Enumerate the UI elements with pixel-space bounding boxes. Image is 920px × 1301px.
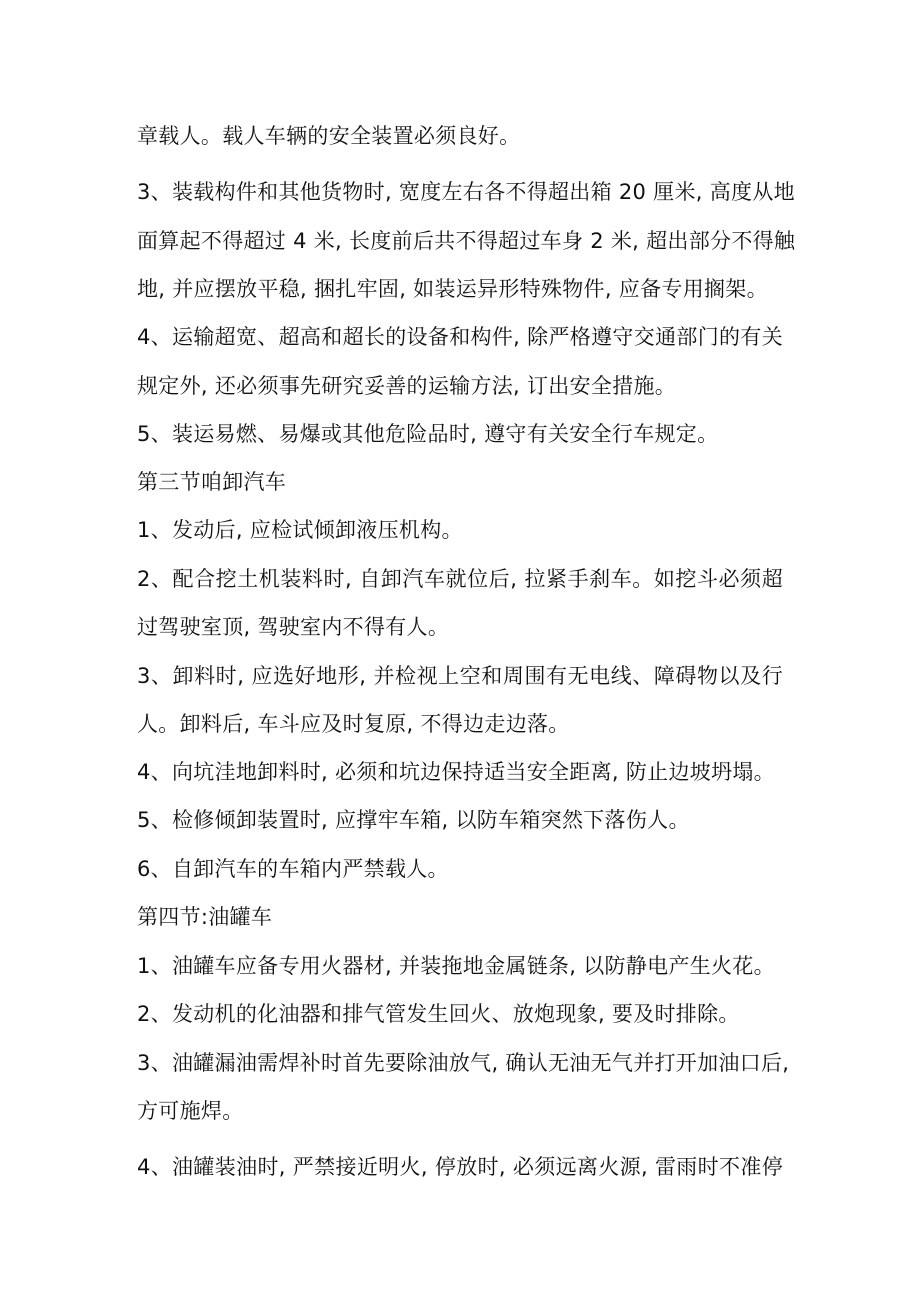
text-line-section4-item-4-part-1: 4、油罐装油时, 严禁接近明火, 停放时, 必须远离火源, 雷雨时不准停: [137, 1155, 783, 1179]
text-line-section4-item-3-part-2: 方可施焊。: [137, 1099, 244, 1123]
text-line-section3-item-3-part-2: 人。卸料后, 车斗应及时复原, 不得边走边落。: [137, 712, 570, 736]
text-line-section4-item-3-part-1: 3、油罐漏油需焊补时首先要除油放气, 确认无油无气并打开加油口后,: [137, 1051, 790, 1075]
text-line-section3-item-5: 5、检修倾卸装置时, 应撑牢车箱, 以防车箱突然下落伤人。: [137, 808, 690, 832]
text-line-section3-item-2-part-1: 2、配合挖土机装料时, 自卸汽车就位后, 拉紧手刹车。如挖斗必须超: [137, 567, 783, 591]
text-line-item-3-part-2: 面算起不得超过 4 米, 长度前后共不得超过车身 2 米, 超出部分不得触: [137, 229, 796, 253]
section-heading-three: 第三节咱卸汽车: [137, 470, 287, 494]
text-line-item-3-part-1: 3、装载构件和其他货物时, 宽度左右各不得超出箱 20 厘米, 高度从地: [137, 180, 795, 204]
text-line-item-5: 5、装运易燃、易爆或其他危险品时, 遵守有关安全行车规定。: [137, 422, 719, 446]
section-heading-four: 第四节:油罐车: [137, 905, 273, 929]
text-line-item-4-part-1: 4、运输超宽、超高和超长的设备和构件, 除严格遵守交通部门的有关: [137, 325, 783, 349]
text-line-item-3-part-3: 地, 并应摆放平稳, 捆扎牢固, 如装运异形特殊物件, 应备专用搁架。: [137, 277, 768, 301]
text-line-section3-item-6: 6、自卸汽车的车箱内严禁载人。: [137, 857, 449, 881]
text-line-item-4-part-2: 规定外, 还必须事先研究妥善的运输方法, 订出安全措施。: [137, 374, 677, 398]
text-line-continuation: 章载人。载人车辆的安全装置必须良好。: [137, 124, 521, 148]
text-line-section3-item-4: 4、向坑洼地卸料时, 必须和坑边保持适当安全距离, 防止边坡坍塌。: [137, 760, 775, 784]
text-line-section4-item-1: 1、油罐车应备专用火器材, 并装拖地金属链条, 以防静电产生火花。: [137, 954, 775, 978]
text-line-section3-item-2-part-2: 过驾驶室顶, 驾驶室内不得有人。: [137, 615, 450, 639]
text-line-section3-item-1: 1、发动后, 应检试倾卸液压机构。: [137, 518, 463, 542]
text-line-section3-item-3-part-1: 3、卸料时, 应选好地形, 并检视上空和周围有无电线、障碍物以及行: [137, 664, 783, 688]
text-line-section4-item-2: 2、发动机的化油器和排气管发生回火、放炮现象, 要及时排除。: [137, 1002, 740, 1026]
